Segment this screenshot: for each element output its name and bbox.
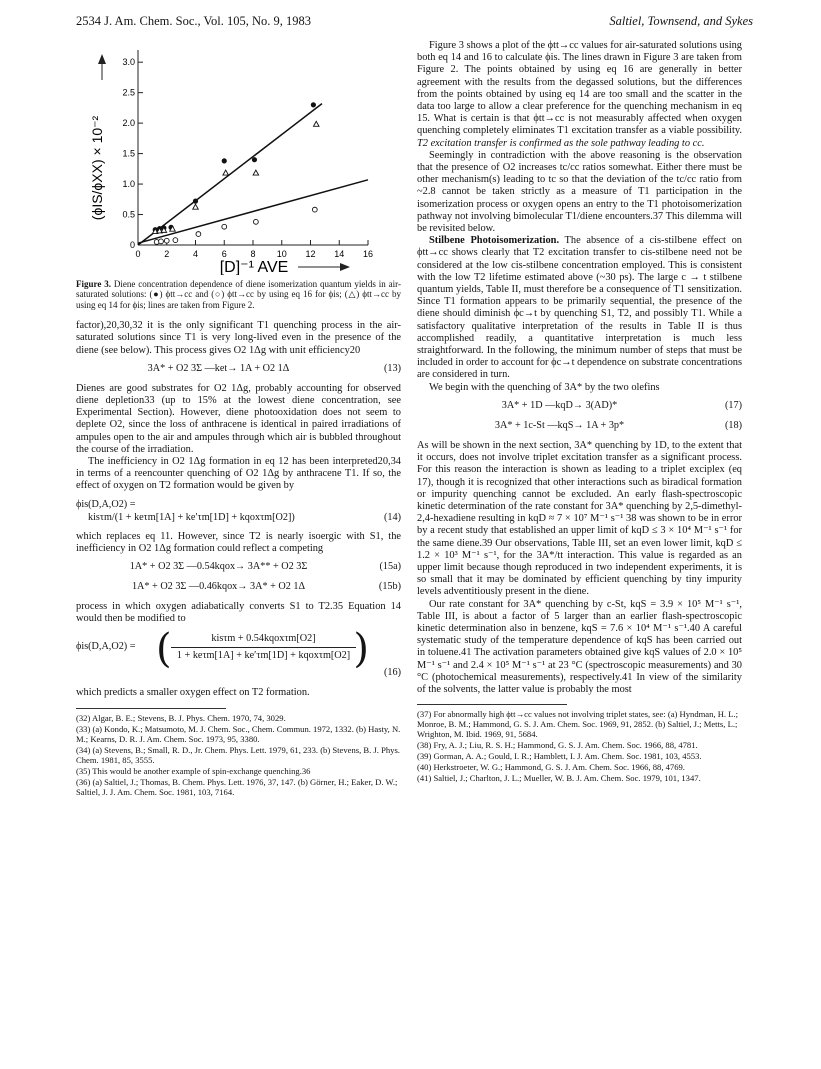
equation-number: (14) <box>384 511 401 523</box>
fraction-numerator: kisτm + 0.54kqoxτm[O2] <box>211 633 316 645</box>
equation-18 <box>417 420 742 434</box>
fraction-bar <box>171 647 356 648</box>
figure-3-chart <box>76 40 401 275</box>
y-tick-label: 1.5 <box>122 148 135 159</box>
open-triangle-point <box>193 204 199 209</box>
paragraph: factor),20,30,32 it is the only significant T1 quenching process in the air-saturated solutions since T1 is very long-lived even in the presence of the diene (see below). This process gives O2 1Δg with unit efficiency20 <box>76 320 401 356</box>
equation-13 <box>76 363 401 377</box>
filled-circle-point <box>252 157 257 162</box>
paragraph-text: The absence of a cis-stilbene effect on ϕtt→cc shows clearly that T2 excitation transfer to cis-stilbene need not be considered at the low cis-stilbene concentration employed. This is consistent with the low T2 lifetime estimated above (~30 ps). The large c → t stilbene quantum yields, Table II, must therefore be a consequence of T1 sensitization. Since T1 formation appears to be primarily sequential, the presence of the diene should diminish ϕc→t by quenching S1, T2, and possibly T1. While a satisfactory qualitative interpretation of the results in Table II is thus accomplished readily, a quantitative interpretation is much less straightforward. In the following, the minimum number of steps that must be included in order to account for ϕc→t dependence on substrate concentrations are considered in turn. <box>417 235 742 381</box>
footnote: (32) Algar, B. E.; Stevens, B. J. Phys. Chem. 1970, 74, 3029. <box>76 712 286 723</box>
figure-caption <box>76 279 401 310</box>
open-triangle-point <box>313 121 319 126</box>
open-circle-point <box>159 239 164 244</box>
equation-body: 3A* + 1c-St —kqS→ 1A + 3p* <box>494 419 625 431</box>
footnote-divider <box>76 708 226 709</box>
equation-body: 1A* + O2 3Σ —0.46kqox→ 3A* + O2 1Δ <box>131 581 306 593</box>
y-tick-label: 1.0 <box>122 179 135 190</box>
paragraph: which predicts a smaller oxygen effect on T2 formation. <box>76 687 310 699</box>
right-paren: ) <box>353 626 369 673</box>
paragraph: We begin with the quenching of 3A* by the two olefins <box>429 381 660 393</box>
fraction-denominator: 1 + keτm[1A] + ke′τm[1D] + kqoxτm[O2] <box>176 650 351 662</box>
open-circle-point <box>222 224 227 229</box>
y-label-arrow-head <box>98 54 106 64</box>
open-triangle-point <box>253 170 259 175</box>
x-tick-label: 14 <box>334 249 345 259</box>
equation-number: (15b) <box>378 581 401 593</box>
equation-15a <box>76 561 401 575</box>
equation-number: (13) <box>384 362 401 374</box>
equation-body: 3A* + 1D —kqD→ 3(AD)* <box>501 399 618 411</box>
footnote: (34) (a) Stevens, B.; Small, R. D., Jr. Chem. Phys. Lett. 1979, 61, 233. (b) Stevens, B. J. Phys. Chem. 1981, 85, 3555. <box>76 744 400 765</box>
x-label-arrow-head <box>340 263 350 271</box>
running-header-left: 2534 J. Am. Chem. Soc., Vol. 105, No. 9, 1983 <box>76 14 311 28</box>
equation-body: 3A* + O2 3Σ —ket→ 1A + O2 1Δ <box>147 362 290 374</box>
fit-line <box>138 104 322 245</box>
footnote: (41) Saltiel, J.; Charlton, J. L.; Mueller, W. B. J. Am. Chem. Soc. 1979, 101, 1347. <box>417 773 701 784</box>
equation-number: (15a) <box>379 561 401 573</box>
left-column <box>76 40 401 798</box>
caption-label: Figure 3. <box>76 279 111 289</box>
paragraph: Dienes are good substrates for O2 1Δg, probably accounting for observed diene depletion33 (up to 15% at the lowest diene concentration, see Experimental Section). However, diene photooxidation does not seem to deplete O2, since the loss of anthracene is identical in paired irradiations of ampules open to the air and ampules through which air is bubbled throughout the course of the irradiation. <box>76 382 401 455</box>
footnote: (35) This would be another example of spin-exchange quenching.36 <box>76 765 311 776</box>
equation-number: (17) <box>725 399 742 411</box>
italic-text: T2 excitation transfer is confirmed as the sole pathway leading to cc. <box>417 137 705 149</box>
footnotes <box>417 709 742 783</box>
equation-body: 1A* + O2 3Σ —0.54kqox→ 3A** + O2 3Σ <box>129 561 308 573</box>
paragraph: Our rate constant for 3A* quenching by c-St, kqS = 3.9 × 10⁵ M⁻¹ s⁻¹, Table III, is about a factor of 5 larger than an earlier flash-spectroscopic kinetic determination also in benzene, kqS = 7.6 × 10⁴ M⁻¹ s⁻¹.40 A careful systematic study of the temperature dependence of kqS has been carried out in toluene.41 The activation parameters obtained give kqS values of 2.0 × 10⁵ M⁻¹ s⁻¹ and 2.4 × 10⁵ M⁻¹ s⁻¹ at 23 °C (spectroscopic measurements) and 30 °C (photochemical measurements), respectively.41 In view of the similarity of the solvents, the latter value is probably the most <box>417 598 742 695</box>
x-tick-label: 0 <box>135 249 141 259</box>
y-tick-label: 0 <box>129 240 135 250</box>
footnote: (39) Gorman, A. A.; Gould, I. R.; Hamblett, I. J. Am. Chem. Soc. 1981, 103, 4553. <box>417 751 702 762</box>
y-axis-label: (ϕIS/ϕXX) × 10⁻² <box>89 115 105 221</box>
y-tick-label: 2.0 <box>122 118 135 129</box>
paragraph <box>417 40 742 150</box>
running-header-right: Saltiel, Townsend, and Sykes <box>609 14 753 28</box>
footnote-divider <box>417 704 567 705</box>
equation-lhs: ϕis(D,A,O2) = <box>76 498 136 510</box>
equation-17 <box>417 400 742 414</box>
footnote: (36) (a) Saltiel, J.; Thomas, B. Chem. Phys. Lett. 1976, 37, 147. (b) Görner, H.; Eaker, D. W.; Saltiel, J. J. Am. Chem. Soc. 1981, 103, 7164. <box>76 776 398 797</box>
equation-14 <box>76 499 401 525</box>
x-tick-label: 4 <box>192 249 199 259</box>
x-tick-label: 8 <box>250 249 256 259</box>
left-paren: ( <box>156 626 172 673</box>
open-circle-point <box>164 238 169 243</box>
open-circle-point <box>196 232 201 237</box>
section-heading: Stilbene Photoisomerization. <box>429 235 560 247</box>
y-tick-label: 2.5 <box>122 87 135 98</box>
open-circle-point <box>253 219 258 224</box>
footnote: (38) Fry, A. J.; Liu, R. S. H.; Hammond, G. S. J. Am. Chem. Soc. 1966, 88, 4781. <box>417 740 698 751</box>
equation-number: (16) <box>384 667 401 679</box>
open-circle-point <box>312 207 317 212</box>
paragraph: Seemingly in contradiction with the above reasoning is the observation that the presence of O2 increases tc/cc ratios somewhat. Either there must be other mechanism(s) leading to tc so that the deviation of the tc/cc ratio from ~2.8 cannot be taken strictly as a measure of T1 participation in the isomerization process or oxygen opens an entry to the T1 photoisomerization pathway not involving bimolecular T1/diene encounters.37 This dilemma will be revisited below. <box>417 149 742 235</box>
x-tick-label: 12 <box>305 249 316 259</box>
paragraph: process in which oxygen adiabatically converts S1 to T2.35 Equation 14 would then be modified to <box>76 601 401 625</box>
caption-text: Diene concentration dependence of diene isomerization quantum yields in air-saturated solutions: (●) ϕtt→cc and (○) ϕtt→cc by using eq 16 for ϕis; (△) ϕtt→cc by using eq 14 for ϕis; lines are taken from Figure 2. <box>76 279 401 310</box>
footnotes <box>76 713 401 797</box>
y-tick-label: 0.5 <box>122 209 135 220</box>
right-column <box>417 40 742 784</box>
filled-circle-point <box>193 199 198 204</box>
x-axis-label: [D]⁻¹ AVE <box>219 259 289 275</box>
filled-circle-point <box>222 158 227 163</box>
fit-line <box>138 180 368 243</box>
x-tick-label: 10 <box>276 249 287 259</box>
paragraph: As will be shown in the next section, 3A* quenching by 1D, to the extent that it occurs, does not involve triplet excitation transfer as a significant process. For this reason the interaction is shown as leading to a triplet exciplex (eq 17), though it is recognized that other interactions such as biradical formation or impurity quenching cannot be excluded. An early flash-spectroscopic kinetic determination of the rate constant for 3A* quenching by 2,5-dimethyl-2,4-hexadiene resulting in kqD ≈ 7 × 10⁷ M⁻¹ s⁻¹ 38 was shown to be in error by a recent study that established an upper limit of kqD ≤ 3 × 10⁴ M⁻¹ s⁻¹ for the same diene.39 Our observations, Table III, set an even lower limit, kqD ≤ 1.2 × 10³ M⁻¹ s⁻¹, for the 3A*/tt interaction. This value is regarded as an upper limit because though reproduced in two independent experiments, it is so small that it may be dominated by efficient quenching by tiny impurity levels adventitiously present in the diene. <box>417 439 742 598</box>
paragraph-text: Figure 3 shows a plot of the ϕtt→cc values for air-saturated solutions using both eq 14 and 16 to calculate ϕis. The lines drawn in Figure 3 are taken from Figure 2. The points obtained by using eq 16 are generally in better agreement with the results from the degassed solutions, but the differences from the points obtained by using eq 14 are too small and the scatter in the data too large to allow a clear preference for the quenching mechanism in eq 15. What is certain is that ϕtt→cc is not measurably affected when oxygen quenching completely eliminates T1 excitation transfer as a viable possibility. <box>417 40 742 137</box>
equation-lhs: ϕis(D,A,O2) = <box>76 641 136 653</box>
filled-circle-point <box>311 102 316 107</box>
equation-number: (18) <box>725 419 742 431</box>
y-tick-label: 3.0 <box>122 57 135 68</box>
x-tick-label: 6 <box>221 249 227 259</box>
x-tick-label: 16 <box>362 249 374 259</box>
footnote: (40) Herkstroeter, W. G.; Hammond, G. S. J. Am. Chem. Soc. 1966, 88, 4769. <box>417 762 685 773</box>
paragraph <box>417 235 742 381</box>
paragraph: The inefficiency in O2 1Δg formation in eq 12 has been interpreted20,34 in terms of a reencounter quenching of O2 1Δg by anthracene T1. If so, the effect of oxygen on T2 formation would be given by <box>76 456 401 492</box>
open-triangle-point <box>223 170 229 175</box>
footnote: (37) For abnormally high ϕtt→cc values not involving triplet states, see: (a) Hyndman, H. L.; Monroe, B. M.; Hammond, G. S. J. Am. Chem. Soc. 1969, 91, 2852. (b) Saltiel, J.; Metts, L.; Wrighton, M. Ibid. 1969, 91, 5684. <box>417 709 738 740</box>
paragraph: which replaces eq 11. However, since T2 is nearly isoergic with S1, the inefficiency in O2 1Δg formation could reflect a competing <box>76 530 401 554</box>
equation-body: kisτm/(1 + keτm[1A] + ke′τm[1D] + kqoxτm[O2]) <box>88 511 295 523</box>
equation-16 <box>76 626 401 681</box>
open-circle-point <box>173 238 178 243</box>
x-tick-label: 2 <box>164 249 170 259</box>
footnote: (33) (a) Kondo, K.; Matsumoto, M. J. Chem. Soc., Chem. Commun. 1972, 1332. (b) Hasty, N. M.; Kearns, D. R. J. Am. Chem. Soc. 1973, 95, 3380. <box>76 723 401 744</box>
figure-3 <box>76 40 401 275</box>
equation-15b <box>76 581 401 595</box>
